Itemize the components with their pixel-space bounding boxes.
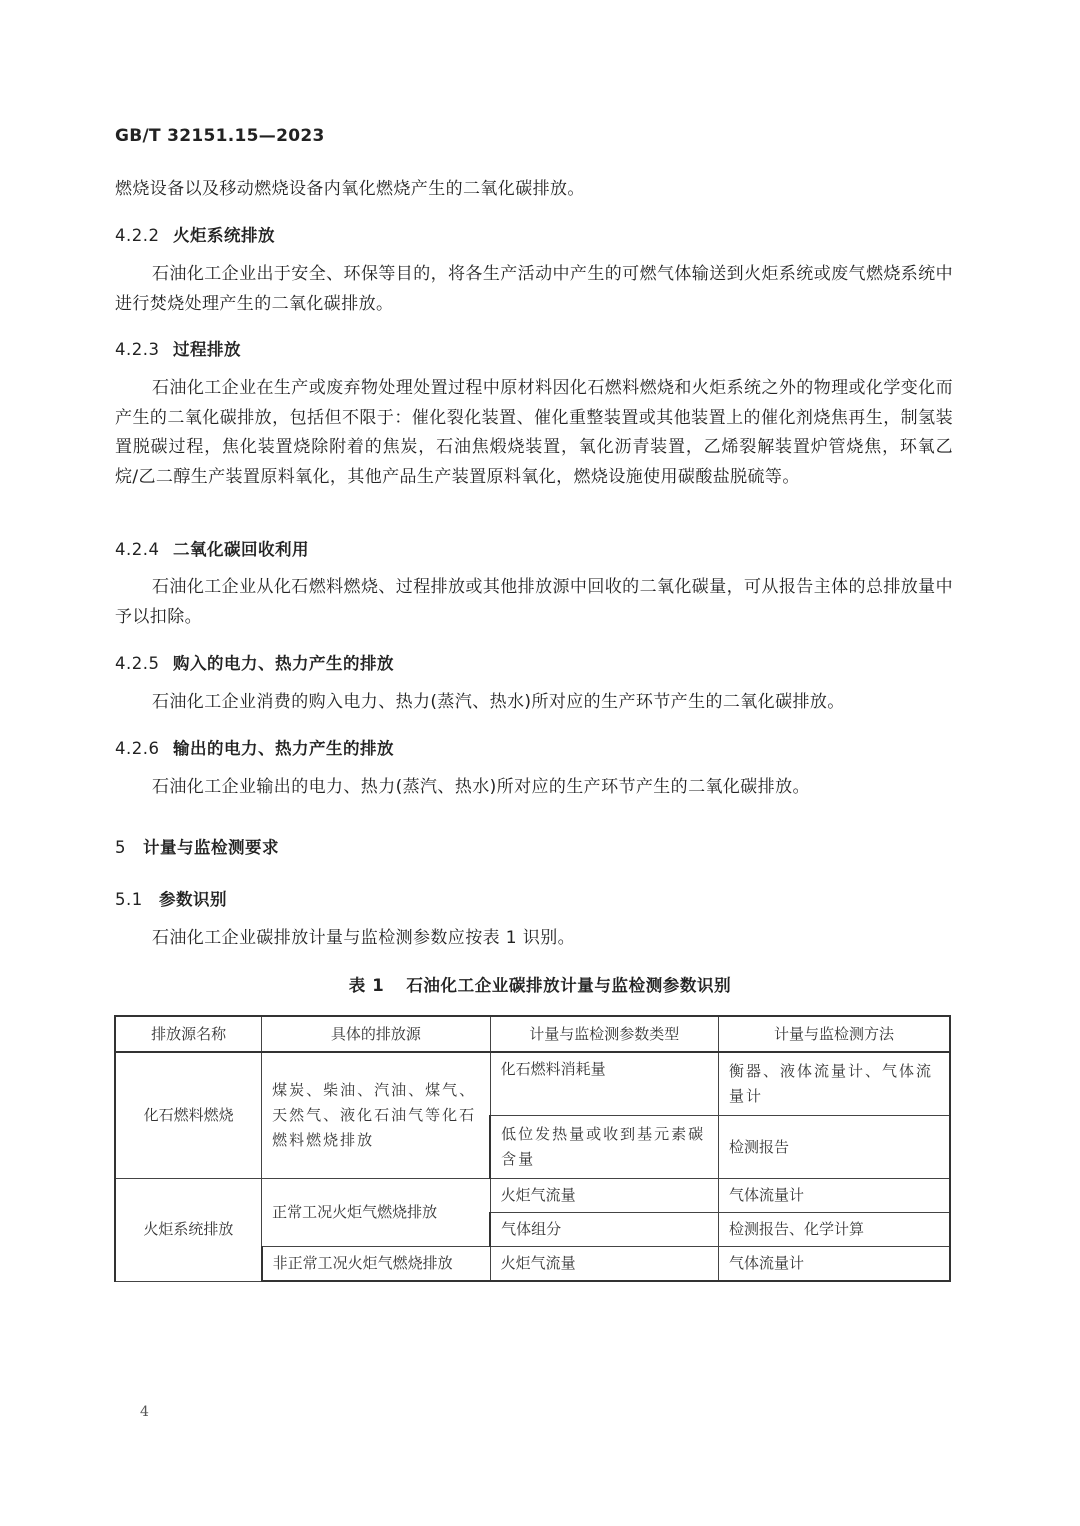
section-number: 4.2.3 [115,340,160,359]
cell-method: 气体流量计 [719,1247,950,1282]
table-row [115,1052,950,1116]
cell-param-type: 火炬气流量 [490,1247,718,1282]
heading-4-2-2 [115,222,275,246]
section-title: 参数识别 [159,890,227,909]
cell-source-name: 火炬系统排放 [115,1179,262,1282]
table-number: 表 1 [348,976,385,995]
cell-specific-source: 非正常工况火炬气燃烧排放 [262,1247,490,1282]
cell-param-type: 化石燃料消耗量 [490,1052,718,1116]
paragraph-4-2-6: 石油化工企业输出的电力、热力(蒸汽、热水)所对应的生产环节产生的二氧化碳排放。 [152,777,810,797]
header-method: 计量与监检测方法 [719,1016,950,1052]
heading-5 [115,834,279,858]
header-source-name: 排放源名称 [115,1016,262,1052]
table-title: 石油化工企业碳排放计量与监检测参数识别 [406,976,732,995]
table-row [115,1179,950,1213]
cell-method: 检测报告、化学计算 [719,1213,950,1247]
section-number: 4.2.5 [115,654,160,673]
header-specific-source: 具体的排放源 [262,1016,490,1052]
section-title: 购入的电力、热力产生的排放 [173,654,394,673]
cell-param-type: 低位发热量或收到基元素碳含量 [490,1116,718,1179]
section-number: 5 [115,838,126,857]
cell-method: 检测报告 [719,1116,950,1179]
cell-specific-source: 煤炭、柴油、汽油、煤气、天然气、液化石油气等化石燃料燃烧排放 [262,1052,490,1179]
cell-method: 衡器、液体流量计、气体流量计 [719,1052,950,1116]
standard-code: GB/T 32151.15—2023 [115,126,325,146]
heading-4-2-4 [115,536,309,560]
section-number: 4.2.2 [115,226,160,245]
header-param-type: 计量与监检测参数类型 [490,1016,718,1052]
paragraph-5-1: 石油化工企业碳排放计量与监检测参数应按表 1 识别。 [152,928,576,948]
section-title: 火炬系统排放 [173,226,275,245]
section-number: 4.2.4 [115,540,160,559]
table-caption [0,972,1080,996]
section-number: 4.2.6 [115,739,160,758]
section-number: 5.1 [115,890,143,909]
page-number: 4 [140,1404,149,1420]
heading-4-2-5 [115,650,394,674]
heading-5-1 [115,886,227,910]
cell-param-type: 气体组分 [490,1213,718,1247]
parameter-table [114,1015,951,1282]
section-title: 计量与监检测要求 [143,838,279,857]
cell-method: 气体流量计 [719,1179,950,1213]
heading-4-2-6 [115,735,394,759]
table-header-row [115,1016,950,1052]
paragraph-4-2-4: 石油化工企业从化石燃料燃烧、过程排放或其他排放源中回收的二氧化碳量，可从报告主体的总排放量中予以扣除。 [115,577,953,627]
cell-specific-source: 正常工况火炬气燃烧排放 [262,1179,490,1247]
paragraph-4-2-2: 石油化工企业出于安全、环保等目的，将各生产活动中产生的可燃气体输送到火炬系统或废气燃烧系统中进行焚烧处理产生的二氧化碳排放。 [115,264,953,314]
cell-source-name: 化石燃料燃烧 [115,1052,262,1179]
cell-param-type: 火炬气流量 [490,1179,718,1213]
heading-4-2-3 [115,336,241,360]
paragraph-4-2-5: 石油化工企业消费的购入电力、热力(蒸汽、热水)所对应的生产环节产生的二氧化碳排放。 [152,692,845,712]
section-title: 过程排放 [173,340,241,359]
section-title: 输出的电力、热力产生的排放 [173,739,394,758]
section-title: 二氧化碳回收利用 [173,540,309,559]
paragraph-4-2-3: 石油化工企业在生产或废弃物处理处置过程中原材料因化石燃料燃烧和火炬系统之外的物理或化学变化而产生的二氧化碳排放，包括但不限于：催化裂化装置、催化重整装置或其他装置上的催化剂烧焦再生，制氢装置脱碳过程，焦化装置烧除附着的焦炭，石油焦煅烧装置，氧化沥青装置，乙烯裂解装置炉管烧焦，环氧乙烷/乙二醇生产装置原料氧化，其他产品生产装置原料氧化，燃烧设施使用碳酸盐脱硫等。 [115,378,953,487]
paragraph-continuation: 燃烧设备以及移动燃烧设备内氧化燃烧产生的二氧化碳排放。 [115,179,585,199]
